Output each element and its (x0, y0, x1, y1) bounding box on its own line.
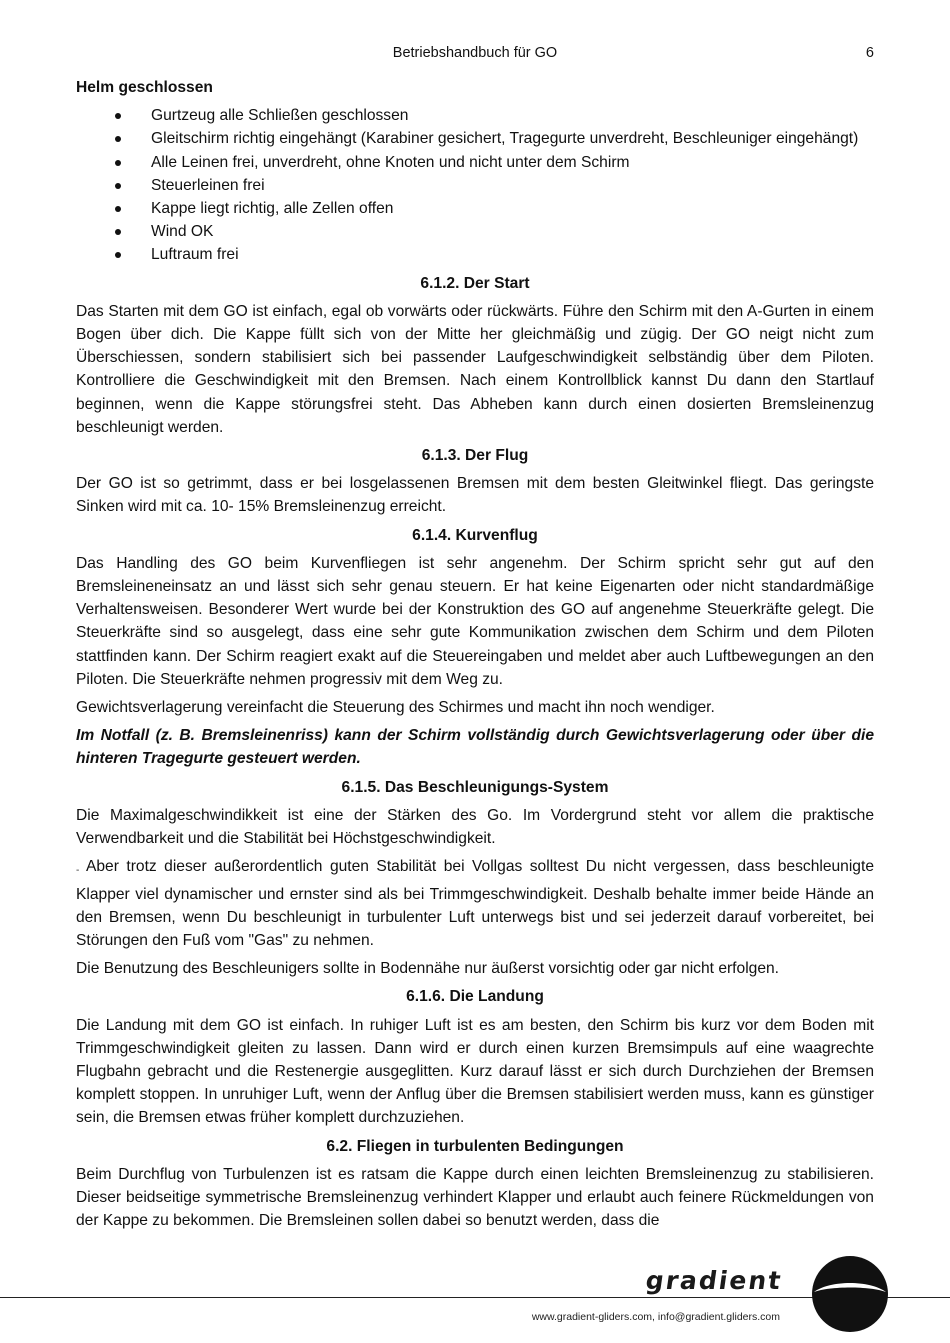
list-item: Luftraum frei (76, 243, 874, 266)
stray-mark: - (76, 865, 80, 877)
checklist (76, 104, 874, 266)
paragraph-start: Das Starten mit dem GO ist einfach, egal ob vorwärts oder rückwärts. Führe den Schirm mit den A-Gurten in einem Bogen über dich. Die Kappe füllt sich von der Mitte her gleichmäßig und zügig. Der GO neigt nicht zum Überschiessen, sondern stabilisiert sich bei passender Laufgeschwindigkeit selbständig über dem Piloten. Kontrolliere die Geschwindigkeit mit den Bremsen. Nach einem Kontrollblick kannst Du dann den Startlauf beginnen, wenn die Kappe störungsfrei steht. Das Abheben kann durch einen dosierten Bremsleinenzug beschleunigt werden. (76, 302, 874, 436)
section-heading-kurvenflug: 6.1.4. Kurvenflug (412, 526, 538, 544)
section-heading-beschleunigung: 6.1.5. Das Beschleunigungs-System (341, 778, 609, 796)
page-content (76, 76, 874, 1237)
paragraph-kurvenflug-2: Gewichtsverlagerung vereinfacht die Steuerung des Schirmes und macht ihn noch wendiger. (76, 699, 715, 717)
section-heading-start: 6.1.2. Der Start (420, 274, 530, 292)
footer-contact: www.gradient-gliders.com, info@gradient.gliders.com (531, 1311, 780, 1323)
list-item: Kappe liegt richtig, alle Zellen offen (76, 197, 874, 220)
header-title: Betriebshandbuch für GO (392, 45, 558, 61)
list-item: Wind OK (76, 220, 874, 243)
page-number: 6 (865, 45, 874, 61)
brand-logo-icon (808, 1252, 892, 1336)
paragraph-kurvenflug-1: Das Handling des GO beim Kurvenfliegen ist sehr angenehm. Der Schirm spricht sehr gut auf den Bremsleineneinsatz an und lässt sich sehr genau steuern. Er hat keine Eigenarten oder nicht standardmäßige Verhaltensweisen. Besonderer Wert wurde bei der Konstruktion des GO auf angenehme Steuerkräfte gelegt. Die Steuerkräfte sind so ausgelegt, dass eine sehr gute Kommunikation zwischen dem Schirm und dem Piloten stattfinden kann. Der Schirm reagiert exakt auf die Steuereingaben und meldet aber auch Luftbewegungen an den Piloten. Die Steuerkräfte nehmen progressiv mit dem Weg zu. (76, 554, 874, 688)
paragraph-beschleunigung-2 (76, 855, 874, 952)
page-header (76, 45, 874, 65)
section-heading-flug: 6.1.3. Der Flug (421, 447, 529, 465)
brand-logo-text: gradient (643, 1266, 785, 1295)
paragraph-beschleunigung-3: Die Benutzung des Beschleunigers sollte in Bodennähe nur äußerst vorsichtig oder gar nicht erfolgen. (76, 960, 780, 978)
paragraph-beschleunigung-1: Die Maximalgeschwindikkeit ist eine der Stärken des Go. Im Vordergrund steht vor allem die praktische Verwendbarkeit und die Stabilität bei Höchstgeschwindigkeit. (76, 806, 874, 848)
list-item: Alle Leinen frei, unverdreht, ohne Knoten und nicht unter dem Schirm (76, 151, 874, 174)
paragraph-beschleunigung-2-text: Aber trotz dieser außerordentlich guten Stabilität bei Vollgas solltest Du nicht vergessen, dass beschleunigte Klapper viel dynamischer und ernster sind als bei Trimmgeschwindigkeit. Deshalb behalte immer beide Hände an den Bremsen, wenn Du beschleunigt in turbulenter Luft unterwegs bist und sei jederzeit darauf vorbereitet, bei Störungen den Fuß vom "Gas" zu nehmen. (76, 858, 874, 949)
list-item: Gleitschirm richtig eingehängt (Karabiner gesichert, Tragegurte unverdreht, Beschleuniger eingehängt) (76, 127, 874, 150)
section-heading-turbulent: 6.2. Fliegen in turbulenten Bedingungen (326, 1137, 624, 1155)
section-heading-landung: 6.1.6. Die Landung (406, 988, 544, 1006)
list-item: Gurtzeug alle Schließen geschlossen (76, 104, 874, 127)
list-item: Steuerleinen frei (76, 174, 874, 197)
paragraph-notfall: Im Notfall (z. B. Bremsleinenriss) kann der Schirm vollständig durch Gewichtsverlagerung oder über die hinteren Tragegurte gesteuert werden. (76, 727, 874, 768)
paragraph-turbulent: Beim Durchflug von Turbulenzen ist es ratsam die Kappe durch einen leichten Bremsleinenzug zu stabilisieren. Dieser beidseitige symmetrische Bremsleinenzug verhindert Klapper und erlaubt auch feinere Rückmeldungen von der Kappe zu bekommen. Die Bremsleinen sollen dabei so benutzt werden, dass die (76, 1165, 874, 1230)
checklist-heading: Helm geschlossen (76, 79, 213, 96)
paragraph-landung: Die Landung mit dem GO ist einfach. In ruhiger Luft ist es am besten, den Schirm bis kurz vor dem Boden mit Trimmgeschwindigkeit gleiten zu lassen. Dann wird er durch einen kurzen Bremsimpuls auf eine waagrechte Flugbahn gebracht und die Restenergie ausgeglitten. Kurz darauf lässt er sich durch Durchziehen der Bremsen komplett stoppen. In unruhiger Luft, wenn der Anflug über die Bremsen stabilisiert werden muss, kann es günstiger sein, die Bremsen etwas früher komplett durchzuziehen. (76, 1016, 874, 1127)
paragraph-flug: Der GO ist so getrimmt, dass er bei losgelassenen Bremsen mit dem besten Gleitwinkel fliegt. Das geringste Sinken wird mit ca. 10- 15% Bremsleinenzug erreicht. (76, 475, 874, 516)
